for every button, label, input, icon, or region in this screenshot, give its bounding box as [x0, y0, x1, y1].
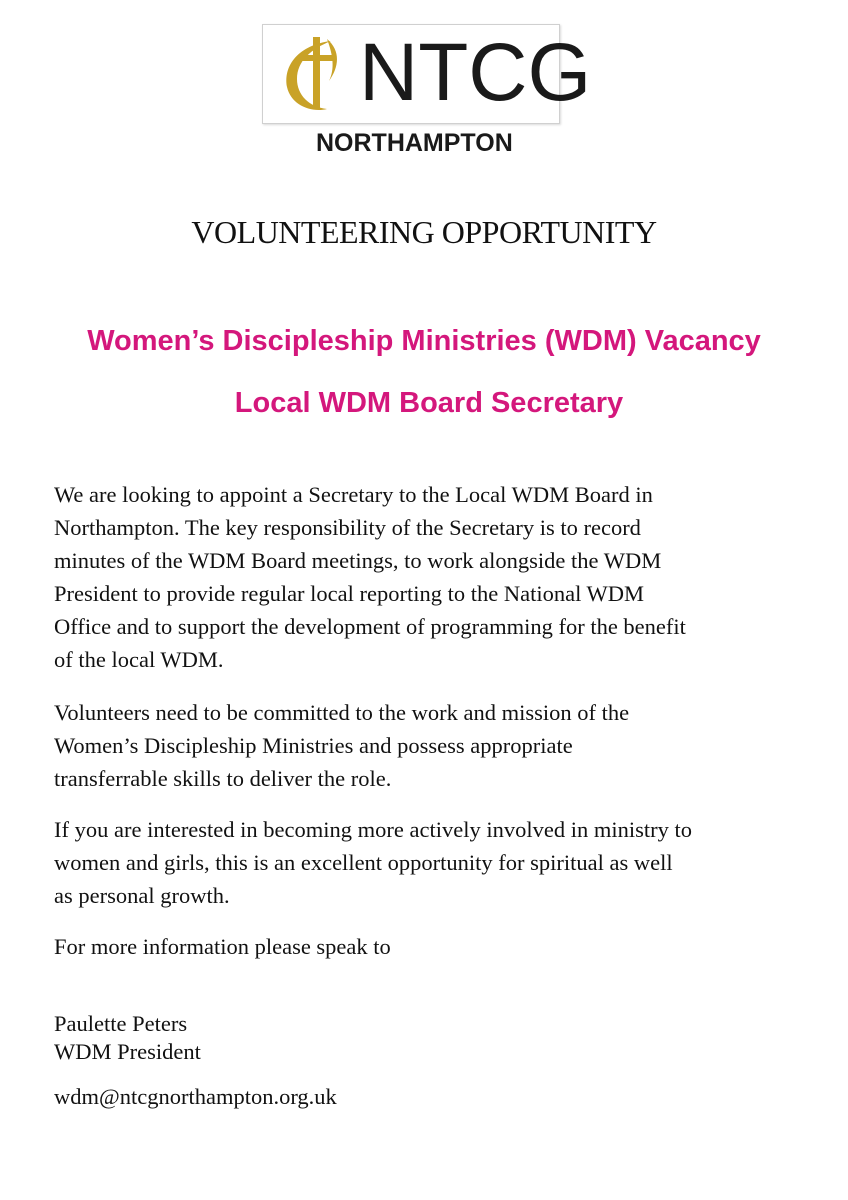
logo: [262, 24, 592, 124]
text-line: of the local WDM.: [54, 647, 224, 672]
contact-name: Paulette Peters: [54, 1011, 188, 1036]
paragraph-opportunity: [54, 813, 814, 912]
text-line: We are looking to appoint a Secretary to the Local WDM Board in: [54, 482, 653, 507]
cross-flame-logo-icon: [269, 31, 361, 117]
role-title: Local WDM Board Secretary: [234, 387, 624, 419]
text-line: Volunteers need to be committed to the work and mission of the: [54, 700, 630, 725]
contact-email-link[interactable]: wdm@ntcgnorthampton.org.uk: [54, 1084, 337, 1109]
text-line: as personal growth.: [54, 883, 230, 908]
text-line: If you are interested in becoming more actively involved in ministry to: [54, 817, 692, 842]
text-line: women and girls, this is an excellent opportunity for spiritual as well: [54, 850, 673, 875]
contact-role: WDM President: [54, 1039, 201, 1064]
page-heading: VOLUNTEERING OPPORTUNITY: [191, 214, 657, 250]
logo-wordmark: NTCG: [359, 27, 592, 118]
text-line: President to provide regular local reporting to the National WDM: [54, 581, 645, 606]
paragraph-requirements: [54, 696, 814, 795]
text-line: Office and to support the development of programming for the benefit: [54, 614, 686, 639]
text-line: Northampton. The key responsibility of the Secretary is to record: [54, 515, 641, 540]
paragraph-contact-intro: For more information please speak to: [54, 934, 391, 959]
text-line: Women’s Discipleship Ministries and possess appropriate: [54, 733, 573, 758]
vacancy-title: Women’s Discipleship Ministries (WDM) Vacancy: [87, 325, 761, 357]
paragraph-role-description: [54, 478, 814, 676]
text-line: transferrable skills to deliver the role.: [54, 766, 392, 791]
text-line: minutes of the WDM Board meetings, to work alongside the WDM: [54, 548, 662, 573]
logo-location: NORTHAMPTON: [316, 129, 513, 157]
